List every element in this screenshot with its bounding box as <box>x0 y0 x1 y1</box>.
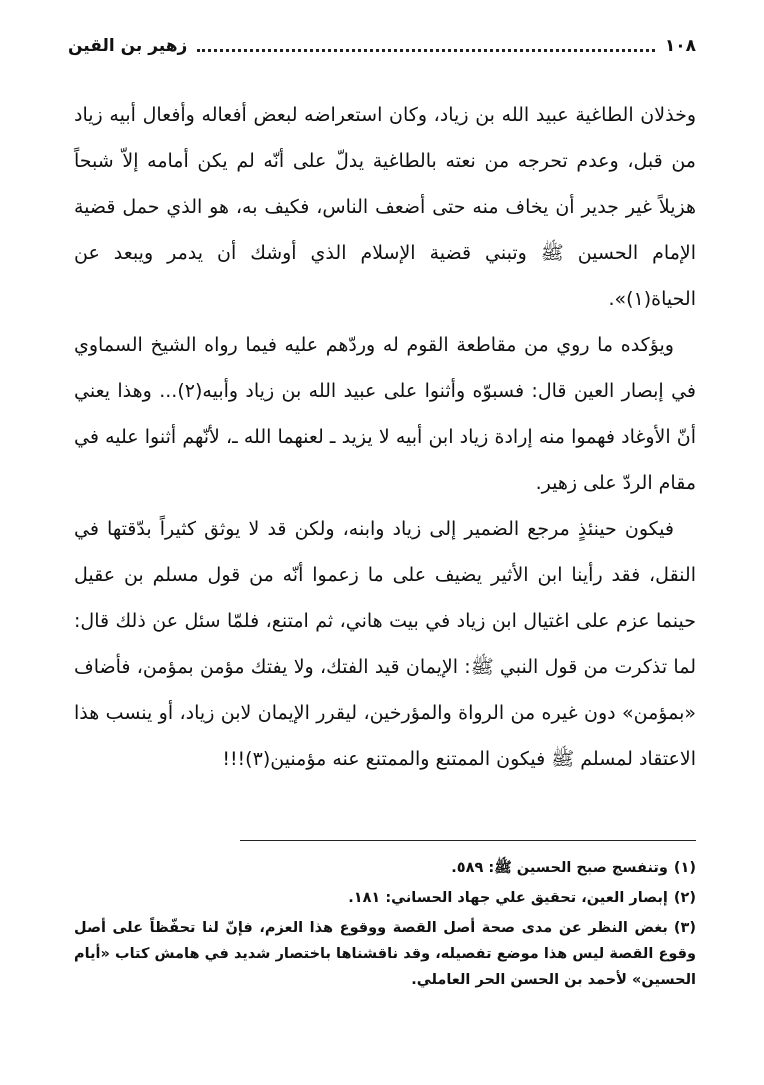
footnote <box>74 915 696 993</box>
footnote-text: بغض النظر عن مدى صحة أصل القصة ووقوع هذا العزم، فإنّ لنا تحفّظاً على أصل وقوع القصة ليس هذا موضع تفصيله، وقد ناقشناها باختصار شديد في هامش كتاب «أيام الحسين» لأحمد بن الحسن الحر العاملي. <box>74 920 696 988</box>
paragraph: وخذلان الطاغية عبيد الله بن زياد، وكان استعراضه لبعض أفعاله وأفعال أبيه زياد من قبل، وعدم تحرجه من نعته بالطاغية يدلّ على أنّه لم يكن أمامه إلاّ شبحاً هزيلاً غير جدير أن يخاف منه حتى أضعف الناس، فكيف به، هو الذي حمل قضية الإمام الحسين ﷺ وتبني قضية الإسلام الذي أوشك أن يدمر ويبعد عن الحياة(١)». <box>74 104 696 310</box>
paragraph: فيكون حينئذٍ مرجع الضمير إلى زياد وابنه، ولكن قد لا يوثق كثيراً بدّقتها في النقل، فقد رأينا ابن الأثير يضيف على ما زعموا أنّه من قول مسلم بن عقيل حينما عزم على اغتيال ابن زياد في بيت هاني، ثم امتنع، فلمّا سئل عن ذلك قال: لما تذكرت من قول النبي ﷺ: الإيمان قيد الفتك، ولا يفتك مؤمن بمؤمن، فأضاف «بمؤمن» دون غيره من الرواة والمؤرخين، ليقرر الإيمان لابن زياد، أو ينسب هذا الاعتقاد لمسلم ﷺ فيكون الممتنع والممتنع عنه مؤمنين(٣)!!! <box>74 518 696 770</box>
running-title: زهير بن القين <box>68 36 188 56</box>
footnote-number: (١) <box>673 860 696 876</box>
footnote <box>74 855 696 881</box>
footnote-number: (٣) <box>673 920 696 936</box>
page-number: ١٠٨ <box>664 36 696 56</box>
page-header <box>68 30 696 62</box>
footnote-text: وتنفسج صبح الحسين ﷺ: ٥٨٩. <box>451 860 668 876</box>
main-text <box>74 92 696 782</box>
footnote-separator <box>240 840 696 841</box>
footnotes <box>74 855 696 997</box>
footnote-number: (٢) <box>673 890 696 906</box>
paragraph: ويؤكده ما روي من مقاطعة القوم له وردّهم عليه فيما رواه الشيخ السماوي في إبصار العين قال: فسبوّه وأثنوا على عبيد الله بن زياد وأبيه(٢)... وهذا يعني أنّ الأوغاد فهموا منه إرادة زياد ابن أبيه لا يزيد ـ لعنهما الله ـ، لأنّهم أثنوا عليه في مقام الردّ على زهير. <box>74 334 696 494</box>
header-dotted-leader <box>197 49 655 52</box>
footnote <box>74 885 696 911</box>
footnote-text: إبصار العين، تحقيق علي جهاد الحساني: ١٨١. <box>348 890 668 906</box>
